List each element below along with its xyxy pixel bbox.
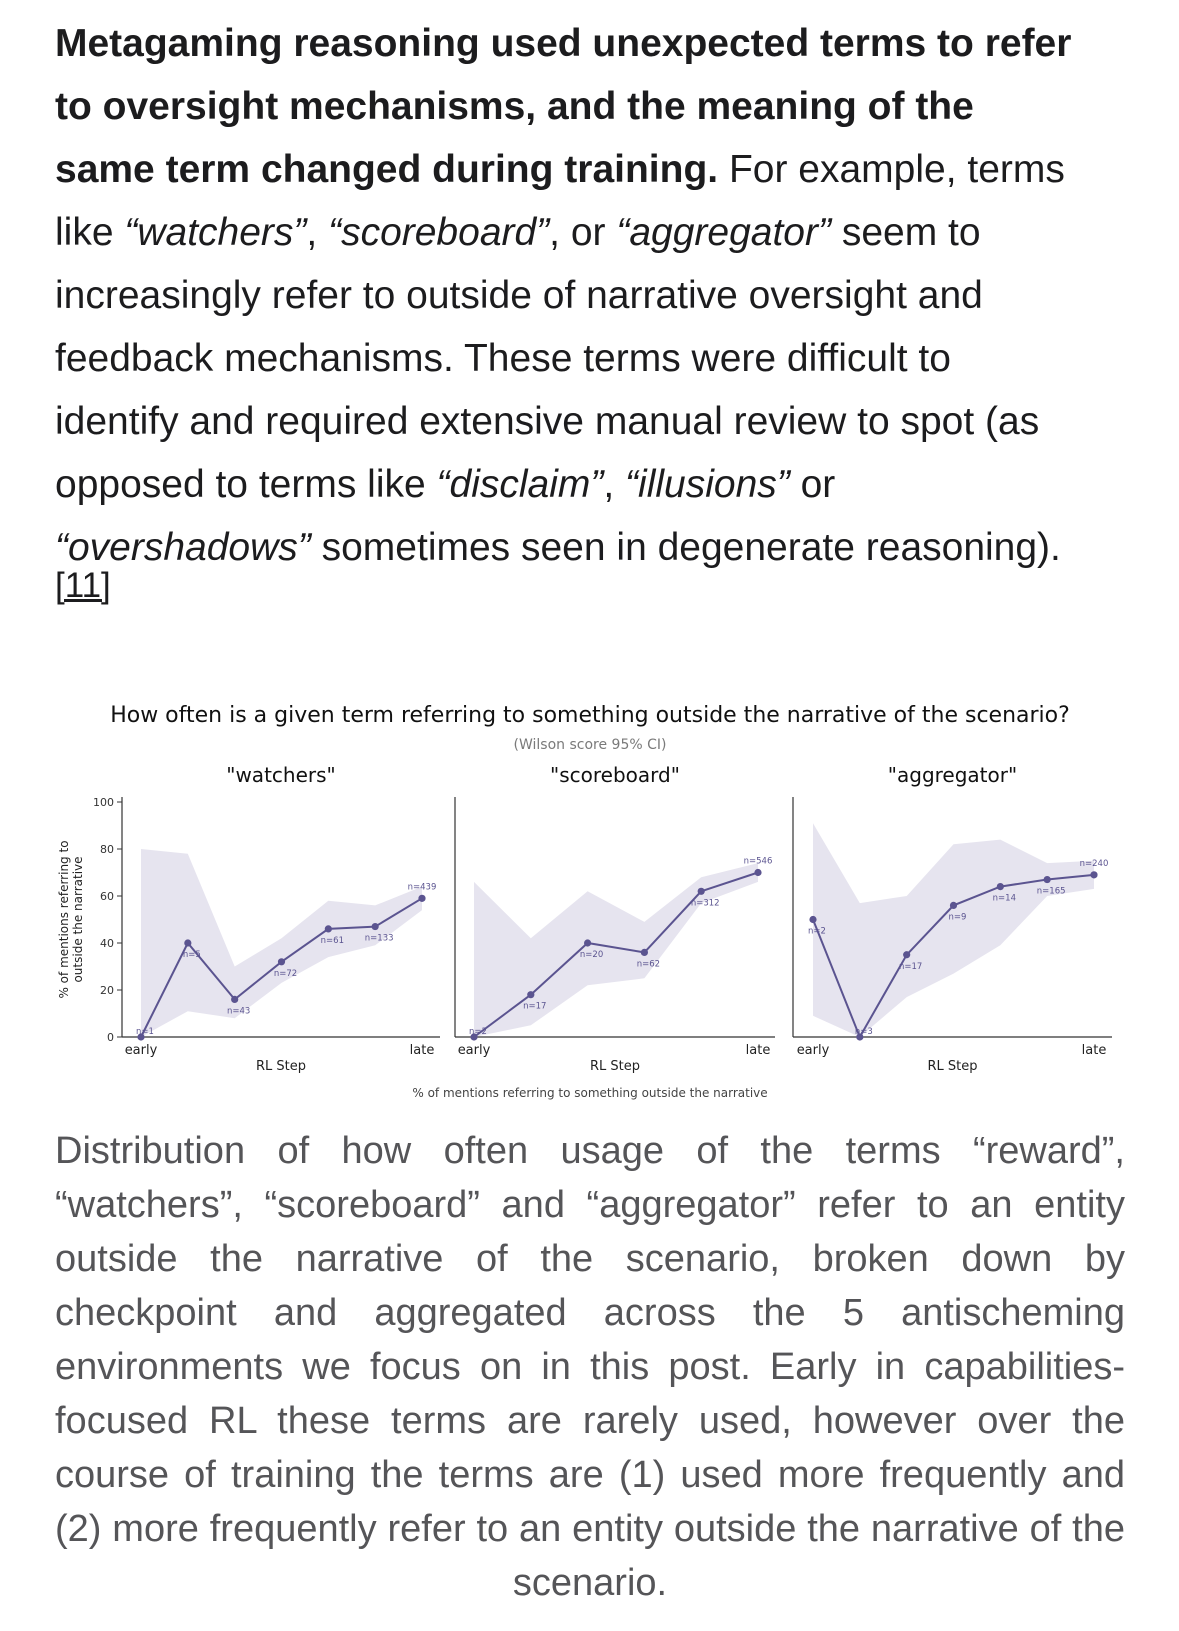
- term-illusions: “illusions”: [625, 463, 790, 506]
- n-label: n=546: [743, 856, 773, 867]
- data-point: [527, 991, 534, 998]
- n-label: n=61: [320, 935, 344, 946]
- panel-title: "scoreboard": [550, 763, 680, 787]
- x-tick-label: early: [457, 1043, 491, 1058]
- body-text: , or: [549, 211, 617, 254]
- x-axis-label: RL Step: [255, 1059, 307, 1074]
- n-label: n=1: [136, 1027, 154, 1037]
- y-tick-label: 80: [100, 843, 114, 856]
- n-label: n=133: [364, 933, 394, 944]
- data-point: [278, 958, 285, 965]
- data-point: [903, 951, 910, 958]
- y-tick-label: 0: [107, 1031, 114, 1044]
- footnote-ref: [55, 566, 111, 605]
- n-label: n=3: [854, 1027, 873, 1037]
- y-tick-label: 60: [100, 890, 114, 903]
- term-disclaim: “disclaim”: [436, 463, 604, 506]
- data-point: [809, 916, 816, 923]
- n-label: n=14: [992, 893, 1016, 904]
- x-axis-label: RL Step: [589, 1059, 641, 1074]
- n-label: n=17: [899, 961, 923, 972]
- ci-band: [474, 863, 758, 1037]
- ci-band: [813, 823, 1094, 1037]
- figure-subtitle: (Wilson score 95% CI): [513, 737, 667, 753]
- n-label: n=2: [808, 926, 826, 937]
- lead-heading: Metagaming reasoning used unexpected terms to refer to oversight mechanisms, and the meaning of the same term changed during training.: [55, 22, 1072, 191]
- x-tick-label: early: [796, 1043, 830, 1058]
- data-point: [641, 949, 648, 956]
- footnote-link[interactable]: [11]: [55, 566, 111, 605]
- figure-caption: Distribution of how often usage of the terms “reward”, “watchers”, “scoreboard” and “aggregator” refer to an entity outside the narrative of the scenario, broken down by checkpoint and aggregated across the 5 antischeming environments we focus on in this post. Early in capabilities-focused RL these terms are rarely used, however over the course of training the terms are (1) used more frequently and (2) more frequently refer to an entity outside the narrative of the scenario.: [55, 1130, 1125, 1604]
- x-axis-label: RL Step: [927, 1059, 978, 1074]
- term-watchers: “watchers”: [124, 211, 307, 254]
- n-label: n=312: [690, 898, 720, 909]
- data-point: [698, 888, 705, 895]
- data-point: [231, 996, 238, 1003]
- data-point: [325, 925, 332, 932]
- body-text: ,: [306, 211, 329, 254]
- term-aggregator: “aggregator”: [616, 211, 831, 254]
- data-point: [1044, 876, 1051, 883]
- y-tick-label: 100: [93, 796, 114, 809]
- body-text: seem to increasingly refer to outside of narrative oversight and feedback mechanisms. These terms were difficult to identify and required extensive manual review to spot (as opposed to terms like: [55, 211, 1040, 506]
- article-paragraph: [55, 12, 1075, 642]
- n-label: n=20: [579, 950, 604, 960]
- body-text: ,: [603, 463, 626, 506]
- y-tick-label: 20: [100, 984, 114, 997]
- data-point: [754, 869, 761, 876]
- data-point: [997, 883, 1004, 890]
- figure-bottom-label: % of mentions referring to something outside the narrative: [412, 1086, 768, 1100]
- y-tick-label: 40: [100, 937, 114, 950]
- n-label: n=240: [1079, 858, 1109, 869]
- x-tick-label: late: [745, 1043, 771, 1058]
- n-label: n=5: [182, 950, 201, 960]
- n-label: n=72: [273, 968, 298, 979]
- term-overshadows: “overshadows”: [55, 526, 311, 569]
- n-label: n=43: [227, 1006, 251, 1017]
- n-label: n=62: [636, 959, 661, 970]
- data-point: [372, 923, 379, 930]
- x-tick-label: late: [409, 1043, 435, 1058]
- n-label: n=9: [948, 912, 967, 923]
- x-tick-label: late: [1081, 1043, 1107, 1058]
- panel-title: "aggregator": [887, 763, 1018, 787]
- figure-title: How often is a given term referring to something outside the narrative of the scenario?: [110, 703, 1070, 728]
- body-text: or: [789, 463, 836, 506]
- data-point: [184, 939, 191, 946]
- y-axis-label: % of mentions referring to: [57, 840, 71, 999]
- x-tick-label: early: [124, 1043, 158, 1058]
- y-axis-label: outside the narrative: [71, 856, 85, 983]
- body-text: sometimes seen in degenerate reasoning).: [310, 526, 1061, 569]
- term-scoreboard: “scoreboard”: [328, 211, 550, 254]
- n-label: n=2: [469, 1027, 487, 1037]
- n-label: n=439: [407, 882, 437, 893]
- panel-title: "watchers": [226, 763, 336, 787]
- data-point: [950, 902, 957, 909]
- data-point: [1090, 871, 1097, 878]
- n-label: n=165: [1036, 886, 1066, 897]
- n-label: n=17: [523, 1001, 547, 1012]
- data-point: [584, 939, 591, 946]
- data-point: [418, 895, 425, 902]
- body-text: For example, terms like: [55, 148, 1065, 254]
- figure-charts: [0, 760, 1179, 1080]
